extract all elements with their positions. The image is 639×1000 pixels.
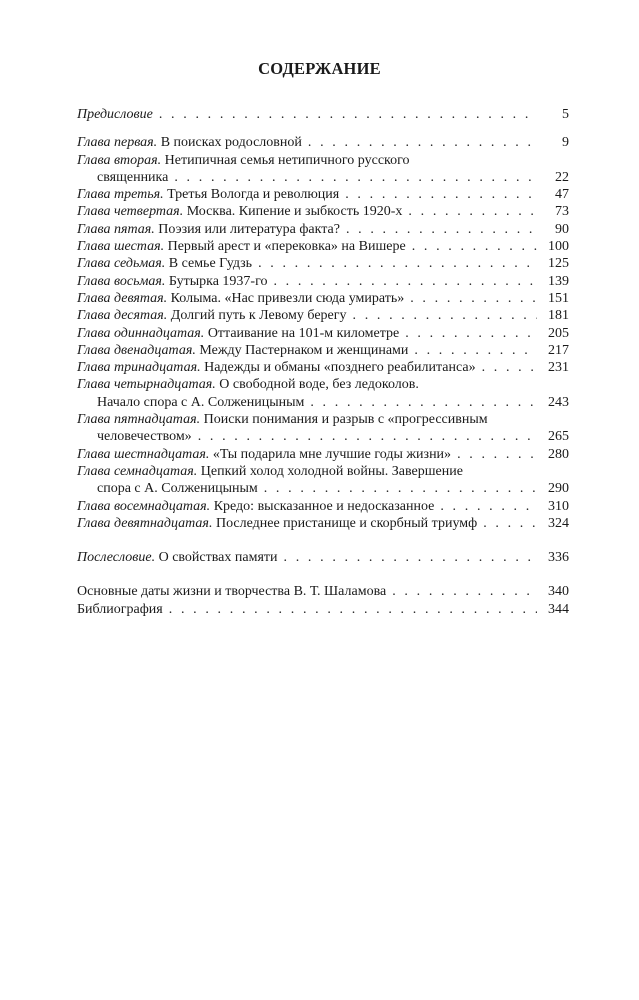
toc-entry-bibliography[interactable]	[77, 601, 569, 618]
page-number: 243	[548, 394, 569, 410]
toc-entry-chapter-1[interactable]	[77, 134, 569, 151]
toc-entry-chapter-16[interactable]	[77, 446, 569, 463]
page-number: 231	[548, 360, 569, 376]
dot-leader	[169, 601, 537, 618]
entry-label: Глава вторая.	[77, 152, 162, 168]
entry-label: Глава четырнадцатая.	[77, 377, 216, 393]
dot-leader	[408, 203, 537, 220]
entry-title: Основные даты жизни и творчества В. Т. Шаламова	[77, 584, 387, 600]
entry-title: Бутырка 1937-го	[168, 273, 268, 289]
entry-title: «Ты подарила мне лучшие годы жизни»	[212, 446, 452, 462]
entry-title: Надежды и обманы «позднего реабилитанса»	[204, 360, 476, 376]
page-title: СОДЕРЖАНИЕ	[258, 59, 381, 78]
entry-title: Третья Вологда и революция	[167, 187, 340, 203]
entry-title: Первый арест и «перековка» на Вишере	[167, 239, 406, 255]
entry-title: Между Пастернаком и женщинами	[199, 342, 409, 358]
toc-entry-chapter-4[interactable]	[77, 203, 569, 220]
entry-label: Глава девятая.	[77, 290, 168, 306]
toc-entry-chapter-8[interactable]	[77, 273, 569, 290]
page-number: 205	[548, 325, 569, 341]
toc-entry-chapter-11[interactable]	[77, 325, 569, 342]
entry-label: Глава одиннадцатая.	[77, 325, 205, 341]
entry-title-continued: человечеством»	[97, 429, 192, 445]
page-number: 181	[548, 308, 569, 324]
entry-title: Поэзия или литература факта?	[158, 221, 340, 237]
toc-entry-chapter-7[interactable]	[77, 255, 569, 272]
page-number: 217	[548, 342, 569, 358]
dot-leader	[392, 583, 537, 600]
page-number: 280	[548, 446, 569, 462]
dot-leader	[198, 428, 537, 445]
toc-entry-chapter-2[interactable]	[77, 152, 569, 187]
entry-title: Цепкий холод холодной войны. Завершение	[200, 463, 463, 479]
toc-entry-chapter-6[interactable]	[77, 238, 569, 255]
toc-entry-chapter-14[interactable]	[77, 376, 569, 411]
toc-entry-chapter-9[interactable]	[77, 290, 569, 307]
dot-leader	[258, 255, 537, 272]
entry-label: Глава девятнадцатая.	[77, 515, 213, 531]
entry-title: Оттаивание на 101-м километре	[207, 325, 400, 341]
entry-label: Глава двенадцатая.	[77, 342, 196, 358]
table-of-contents	[77, 106, 569, 618]
page-number: 344	[548, 601, 569, 617]
entry-label: Послесловие.	[77, 550, 156, 566]
entry-title: Кредо: высказанное и недосказанное	[213, 498, 435, 514]
page-number: 47	[555, 187, 569, 203]
entry-title: В семье Гудзь	[168, 256, 253, 272]
page-number: 9	[562, 135, 569, 151]
dot-leader	[264, 480, 537, 497]
entry-title-continued: спора с А. Солженицыным	[97, 481, 258, 497]
page-number: 73	[555, 204, 569, 220]
entry-label: Глава семнадцатая.	[77, 463, 198, 479]
toc-entry-chapter-10[interactable]	[77, 307, 569, 324]
dot-leader	[412, 238, 537, 255]
entry-label: Глава седьмая.	[77, 256, 166, 272]
page-number: 100	[548, 239, 569, 255]
toc-entry-chronology[interactable]	[77, 583, 569, 600]
entry-title: Поиски понимания и разрыв с «прогрессивным	[203, 412, 488, 428]
entry-title: Последнее пристанище и скорбный триумф	[215, 515, 478, 531]
dot-leader	[308, 134, 537, 151]
dot-leader	[346, 221, 537, 238]
entry-label: Предисловие	[77, 107, 153, 122]
page-number: 151	[548, 290, 569, 306]
dot-leader	[284, 549, 537, 566]
entry-label: Глава тринадцатая.	[77, 360, 201, 376]
dot-leader	[410, 290, 537, 307]
dot-leader	[310, 394, 537, 411]
page-number: 90	[555, 221, 569, 237]
dot-leader	[353, 307, 538, 324]
entry-title: Колыма. «Нас привезли сюда умирать»	[170, 290, 405, 306]
entry-label: Глава первая.	[77, 135, 158, 151]
entry-title: В поисках родословной	[160, 135, 302, 151]
entry-label: Глава пятая.	[77, 221, 155, 237]
dot-leader	[482, 359, 537, 376]
page-number: 310	[548, 498, 569, 514]
toc-entry-preface[interactable]	[77, 106, 569, 123]
entry-title: Нетипичная семья нетипичного русского	[164, 152, 410, 168]
entry-title: Долгий путь к Левому берегу	[170, 308, 347, 324]
toc-entry-chapter-5[interactable]	[77, 221, 569, 238]
page-number: 265	[548, 429, 569, 445]
toc-entry-chapter-17[interactable]	[77, 463, 569, 498]
entry-label: Глава шестнадцатая.	[77, 446, 210, 462]
entry-title: Библиография	[77, 601, 163, 617]
dot-leader	[440, 498, 537, 515]
dot-leader	[405, 325, 537, 342]
toc-entry-chapter-15[interactable]	[77, 411, 569, 446]
entry-title: Москва. Кипение и зыбкость 1920-х	[186, 204, 403, 220]
entry-title-continued: Начало спора с А. Солженицыным	[97, 394, 305, 410]
entry-label: Глава восьмая.	[77, 273, 166, 289]
dot-leader	[345, 186, 537, 203]
dot-leader	[414, 342, 537, 359]
page-number: 336	[548, 550, 569, 566]
dot-leader	[159, 106, 537, 123]
page-number: 324	[548, 515, 569, 531]
entry-title: О свойствах памяти	[158, 550, 278, 566]
entry-label: Глава шестая.	[77, 239, 165, 255]
entry-label: Глава четвертая.	[77, 204, 184, 220]
page-number: 5	[562, 107, 569, 122]
entry-title: О свободной воде, без ледоколов.	[219, 377, 419, 393]
toc-entry-chapter-12[interactable]	[77, 342, 569, 359]
page-number: 290	[548, 481, 569, 497]
entry-label: Глава третья.	[77, 187, 164, 203]
toc-entry-chapter-19[interactable]	[77, 515, 569, 532]
dot-leader	[483, 515, 537, 532]
dot-leader	[457, 446, 537, 463]
toc-entry-chapter-13[interactable]	[77, 359, 569, 376]
page-number: 139	[548, 273, 569, 289]
toc-entry-chapter-18[interactable]	[77, 498, 569, 515]
page-number: 340	[548, 584, 569, 600]
page-number: 22	[555, 169, 569, 185]
entry-label: Глава десятая.	[77, 308, 168, 324]
dot-leader	[174, 169, 537, 186]
entry-label: Глава пятнадцатая.	[77, 412, 201, 428]
toc-entry-afterword[interactable]	[77, 549, 569, 566]
entry-label: Глава восемнадцатая.	[77, 498, 211, 514]
page-number: 125	[548, 256, 569, 272]
dot-leader	[273, 273, 537, 290]
toc-entry-chapter-3[interactable]	[77, 186, 569, 203]
entry-title-continued: священника	[97, 169, 169, 185]
